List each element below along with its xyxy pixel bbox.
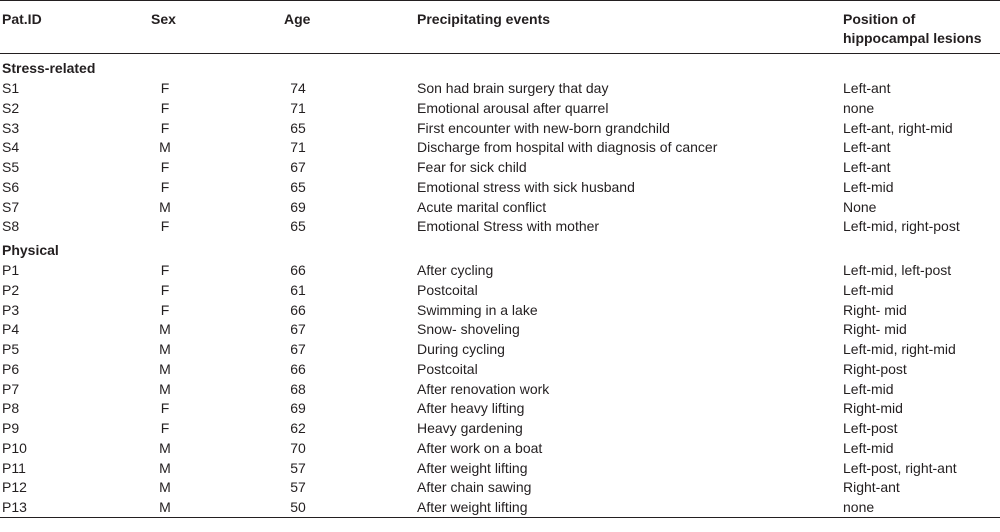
- table-row: [0, 458, 1000, 478]
- table-row: [0, 379, 1000, 399]
- cell-position: Left-ant: [843, 159, 891, 175]
- cell-id: S3: [2, 119, 20, 136]
- cell-event: After work on a boat: [417, 439, 543, 456]
- cell-position: Right-mid: [843, 400, 903, 417]
- cell-sex: F: [160, 218, 170, 235]
- cell-position: Left-post, right-ant: [843, 459, 957, 476]
- table-body: [0, 54, 1000, 517]
- cell-sex: F: [160, 119, 170, 136]
- cell-id: P4: [2, 321, 20, 338]
- cell-position: Left-mid: [843, 281, 894, 298]
- cell-age: 66: [290, 262, 306, 278]
- cell-age: 57: [290, 479, 306, 496]
- cell-age: 67: [290, 159, 306, 175]
- cell-id: P13: [2, 499, 27, 515]
- cell-age: 67: [290, 341, 306, 357]
- header-id: Pat.ID: [2, 11, 42, 27]
- cell-event: Snow- shoveling: [417, 321, 520, 338]
- cell-sex: F: [160, 159, 170, 175]
- cell-event: Postcoital: [417, 360, 478, 377]
- cell-age: 69: [290, 198, 306, 215]
- cell-id: S8: [2, 218, 20, 235]
- table-row: [0, 497, 1000, 517]
- cell-sex: F: [160, 281, 170, 298]
- cell-id: P1: [2, 262, 20, 278]
- cell-sex: M: [159, 479, 171, 496]
- group-header: [0, 236, 1000, 260]
- cell-id: S6: [2, 178, 20, 195]
- cell-event: Postcoital: [417, 281, 478, 298]
- cell-id: P2: [2, 281, 20, 298]
- cell-age: 70: [290, 439, 306, 456]
- cell-sex: M: [159, 380, 171, 397]
- cell-event: After heavy lifting: [417, 400, 525, 417]
- cell-age: 61: [290, 281, 306, 298]
- table-row: [0, 398, 1000, 418]
- cell-sex: F: [160, 400, 170, 417]
- cell-event: Heavy gardening: [417, 420, 523, 436]
- cell-position: Left-mid, left-post: [843, 262, 952, 278]
- cell-event: After weight lifting: [417, 459, 528, 476]
- cell-age: 57: [290, 459, 306, 476]
- cell-id: P3: [2, 301, 20, 318]
- cell-id: S1: [2, 80, 20, 96]
- cell-id: S2: [2, 99, 20, 116]
- cell-id: P5: [2, 341, 20, 357]
- cell-sex: M: [159, 139, 171, 156]
- header-position-line2: hippocampal lesions: [843, 30, 982, 46]
- header-position: [843, 10, 981, 48]
- cell-id: P10: [2, 439, 27, 456]
- cell-age: 65: [290, 119, 306, 136]
- cell-id: P9: [2, 420, 20, 436]
- cell-sex: M: [159, 198, 171, 215]
- cell-event: Discharge from hospital with diagnosis of cancer: [417, 139, 718, 156]
- cell-position: Left-ant: [843, 80, 891, 96]
- table-row: [0, 359, 1000, 379]
- table-row: [0, 260, 1000, 280]
- cell-sex: M: [159, 341, 171, 357]
- cell-age: 67: [290, 321, 306, 338]
- cell-age: 71: [290, 99, 306, 116]
- cell-age: 66: [290, 301, 306, 318]
- table-row: [0, 339, 1000, 359]
- cell-position: Left-mid: [843, 380, 894, 397]
- table-row: [0, 177, 1000, 197]
- cell-position: Right-post: [843, 360, 907, 377]
- cell-position: none: [843, 99, 875, 116]
- table-row: [0, 78, 1000, 98]
- cell-event: Son had brain surgery that day: [417, 80, 609, 96]
- cell-position: Left-post: [843, 420, 898, 436]
- cell-age: 66: [290, 360, 306, 377]
- cell-id: P11: [2, 459, 26, 476]
- cell-event: First encounter with new-born grandchild: [417, 119, 670, 136]
- cell-sex: F: [160, 301, 170, 318]
- cell-sex: F: [160, 99, 170, 116]
- cell-age: 65: [290, 178, 306, 195]
- cell-position: Left-mid, right-post: [843, 218, 960, 235]
- group-title: Stress-related: [2, 60, 96, 76]
- header-position-line1: Position of: [843, 11, 916, 27]
- cell-position: Right- mid: [843, 321, 907, 338]
- table-row: [0, 216, 1000, 236]
- cell-sex: M: [159, 499, 171, 515]
- cell-sex: F: [160, 262, 170, 278]
- cell-age: 62: [290, 420, 306, 436]
- cell-position: Right- mid: [843, 301, 907, 318]
- table-row: [0, 418, 1000, 438]
- cell-position: Right-ant: [843, 479, 900, 496]
- cell-event: After cycling: [417, 262, 494, 278]
- cell-sex: F: [160, 420, 170, 436]
- cell-id: P6: [2, 360, 20, 377]
- cell-age: 68: [290, 380, 306, 397]
- table-row: [0, 477, 1000, 497]
- table-row: [0, 300, 1000, 320]
- cell-event: After renovation work: [417, 380, 550, 397]
- cell-position: Left-ant: [843, 139, 891, 156]
- group-title: Physical: [2, 242, 59, 258]
- cell-event: Emotional stress with sick husband: [417, 178, 635, 195]
- table-row: [0, 98, 1000, 118]
- group-header: [0, 54, 1000, 78]
- table-header: [0, 1, 1000, 53]
- cell-age: 50: [290, 499, 306, 515]
- table-row: [0, 197, 1000, 217]
- cell-sex: F: [160, 80, 170, 96]
- table-row: [0, 280, 1000, 300]
- cell-event: Emotional arousal after quarrel: [417, 99, 609, 116]
- cell-sex: M: [159, 321, 171, 338]
- cell-event: Emotional Stress with mother: [417, 218, 600, 235]
- cell-age: 69: [290, 400, 306, 417]
- table-row: [0, 157, 1000, 177]
- cell-event: After weight lifting: [417, 499, 528, 515]
- cell-position: Left-ant, right-mid: [843, 119, 953, 136]
- cell-position: Left-mid: [843, 178, 894, 195]
- header-sex: Sex: [151, 11, 176, 27]
- cell-event: Swimming in a lake: [417, 301, 538, 318]
- cell-event: Acute marital conflict: [417, 198, 547, 215]
- cell-position: Left-mid: [843, 439, 894, 456]
- cell-position: none: [843, 499, 875, 515]
- cell-id: P7: [2, 380, 20, 397]
- cell-event: Fear for sick child: [417, 159, 527, 175]
- cell-event: After chain sawing: [417, 479, 532, 496]
- cell-event: During cycling: [417, 341, 505, 357]
- cell-age: 74: [290, 80, 306, 96]
- cell-id: P12: [2, 479, 27, 496]
- table-row: [0, 137, 1000, 157]
- cell-age: 71: [290, 139, 306, 156]
- header-events: Precipitating events: [417, 11, 551, 27]
- cell-age: 65: [290, 218, 306, 235]
- cell-id: S5: [2, 159, 20, 175]
- cell-position: Left-mid, right-mid: [843, 341, 956, 357]
- cell-sex: M: [159, 459, 171, 476]
- table-row: [0, 438, 1000, 458]
- table-row: [0, 118, 1000, 138]
- cell-sex: M: [159, 360, 171, 377]
- cell-sex: F: [160, 178, 170, 195]
- header-age: Age: [284, 11, 311, 27]
- cell-id: S7: [2, 198, 20, 215]
- cell-position: None: [843, 198, 877, 215]
- table-row: [0, 319, 1000, 339]
- cell-id: S4: [2, 139, 20, 156]
- cell-sex: M: [159, 439, 171, 456]
- bottom-rule: [0, 517, 1000, 518]
- cell-id: P8: [2, 400, 20, 417]
